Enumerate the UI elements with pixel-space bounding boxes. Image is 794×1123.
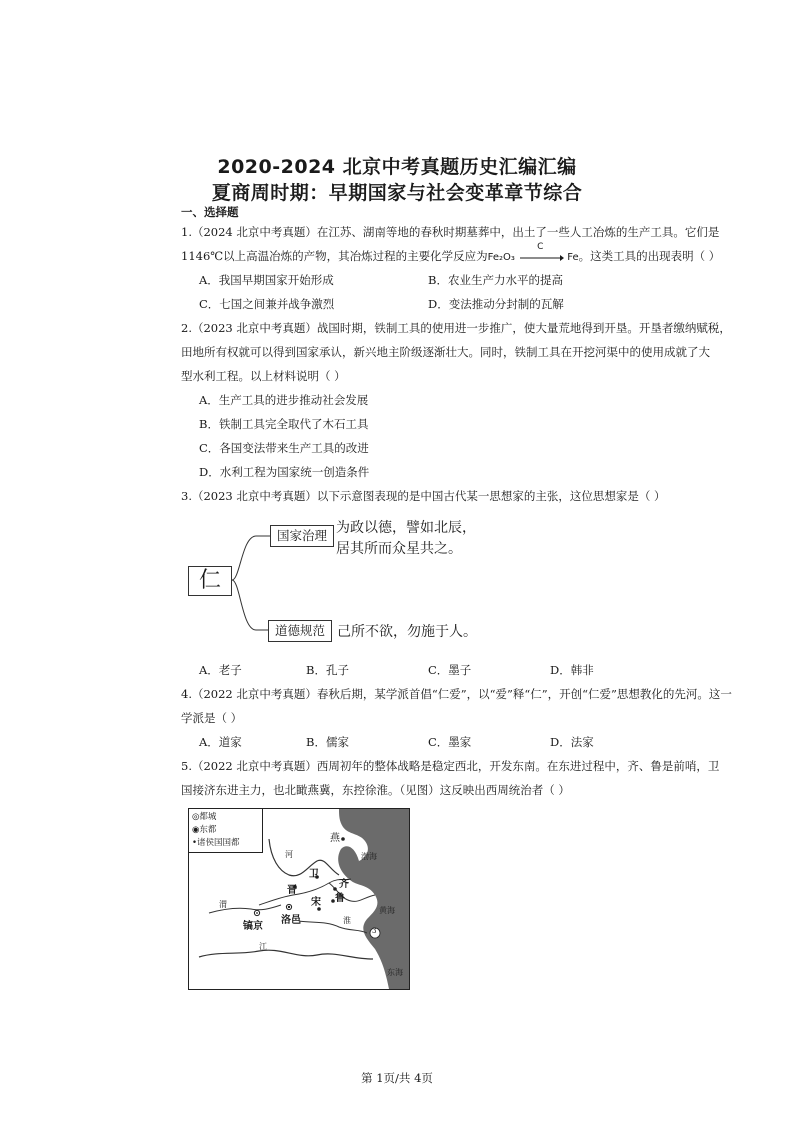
q3-line1: 3.（2023 北京中考真题）以下示意图表现的是中国古代某一思想家的主张，这位思想家是（ ） (181, 489, 666, 503)
q2-option-b[interactable]: B．铁制工具完全取代了木石工具 (199, 417, 369, 431)
q1-line2-suffix: 。这类工具的出现表明（ ） (578, 249, 721, 263)
island-number: 3 (372, 927, 377, 935)
formula-reactant: Fe₂O₃ (487, 252, 515, 263)
label-luoyi: 洛邑 (281, 915, 301, 926)
label-lu: 鲁 (335, 893, 345, 904)
q2-line2: 田地所有权就可以得到国家承认，新兴地主阶级逐渐壮大。同时，铁制工具在开挖河渠中的使用成就了大 (181, 345, 710, 359)
reaction-arrow-icon (518, 250, 564, 264)
q1-option-b[interactable]: B．农业生产力水平的提高 (428, 273, 563, 287)
q2-option-a[interactable]: A．生产工具的进步推动社会发展 (199, 393, 369, 407)
q3-option-c[interactable]: C．墨子 (428, 663, 472, 677)
diagram-top-text2: 居其所而众星共之。 (336, 541, 462, 557)
q5-line2: 国接济东进主力，也北瞰燕冀，东控徐淮。（见图）这反映出西周统治者（ ） (181, 783, 570, 797)
q1-line2 (181, 242, 721, 264)
label-qi: 齐 (339, 879, 349, 890)
label-haojing: 镐京 (243, 921, 263, 932)
western-zhou-map (188, 808, 410, 990)
formula-catalyst: C (537, 242, 544, 252)
diagram-top-text1: 为政以德，譬如北辰， (336, 520, 476, 536)
page-footer: 第 1页/共 4页 (361, 1071, 433, 1085)
q4-option-b[interactable]: B．儒家 (306, 735, 349, 749)
label-river-huai: 淮 (343, 916, 351, 925)
diagram-top-label: 国家治理 (270, 525, 334, 547)
q2-line1: 2.（2023 北京中考真题）战国时期，铁制工具的使用进一步推广，使大量荒地得到开垦。开垦者缴纳赋税， (181, 321, 731, 335)
label-yan: 燕 (330, 833, 340, 844)
q4-option-d[interactable]: D．法家 (550, 735, 594, 749)
q3-option-d[interactable]: D．韩非 (550, 663, 594, 677)
q4-line2: 学派是（ ） (181, 711, 243, 725)
label-bohai: 渤海 (361, 852, 377, 861)
label-wei: 卫 (309, 869, 319, 880)
diagram-bottom-text: 己所不欲，勿施于人。 (337, 624, 477, 640)
label-river-wei: 渭 (219, 900, 227, 909)
label-donghai: 东海 (387, 968, 403, 977)
diagram-center-box: 仁 (188, 566, 232, 596)
legend-east-capital: ◉东都 (192, 825, 217, 835)
legend-capital: ◎都城 (192, 812, 217, 822)
q3-option-b[interactable]: B．孔子 (306, 663, 349, 677)
huai-river (299, 921, 367, 933)
section-heading: 一、选择题 (181, 205, 239, 219)
q4-line1: 4.（2022 北京中考真题）春秋后期，某学派首倡“仁爱”，以“爱”释“仁”，开创“仁爱”思想教化的先河。这一 (181, 687, 732, 701)
q4-option-c[interactable]: C．墨家 (428, 735, 472, 749)
label-river-he: 河 (285, 850, 293, 859)
q5-line1: 5.（2022 北京中考真题）西周初年的整体战略是稳定西北，开发东南。在东进过程中，齐、鲁是前哨，卫 (181, 759, 720, 773)
label-song: 宋 (311, 897, 321, 908)
sea-area (339, 809, 409, 989)
q1-line1: 1.（2024 北京中考真题）在江苏、湖南等地的春秋时期墓葬中，出土了一些人工冶炼的生产工具。它们是 (181, 225, 720, 239)
q2-option-c[interactable]: C．各国变法带来生产工具的改进 (199, 441, 369, 455)
legend-vassal-capital: •诸侯国国都 (192, 838, 240, 848)
label-river-jiang: 江 (259, 942, 267, 951)
map-legend (189, 809, 263, 853)
q3-diagram (180, 510, 580, 650)
q1-formula (487, 242, 579, 264)
diagram-bottom-label: 道德规范 (268, 620, 332, 642)
q2-option-d[interactable]: D．水利工程为国家统一创造条件 (199, 465, 370, 479)
yangtze-river (199, 950, 373, 959)
document-title-line2: 夏商周时期：早期国家与社会变革章节综合 (211, 182, 583, 204)
q1-option-d[interactable]: D．变法推动分封制的瓦解 (428, 297, 564, 311)
label-huanghai: 黄海 (379, 906, 395, 915)
q1-line2-prefix: 1146℃以上高温冶炼的产物，其冶炼过程的主要化学反应为 (181, 249, 488, 263)
q2-line3: 型水利工程。以上材料说明（ ） (181, 369, 346, 383)
document-title-line1: 2020-2024 北京中考真题历史汇编汇编 (217, 156, 577, 178)
yellow-river (269, 839, 339, 876)
yan-dot (341, 837, 345, 841)
label-jin: 晋 (287, 885, 297, 896)
q1-option-c[interactable]: C．七国之间兼并战争激烈 (199, 297, 335, 311)
q4-option-a[interactable]: A．道家 (199, 735, 242, 749)
q3-option-a[interactable]: A．老子 (199, 663, 242, 677)
q1-option-a[interactable]: A．我国早期国家开始形成 (199, 273, 334, 287)
formula-product: Fe (567, 252, 579, 263)
